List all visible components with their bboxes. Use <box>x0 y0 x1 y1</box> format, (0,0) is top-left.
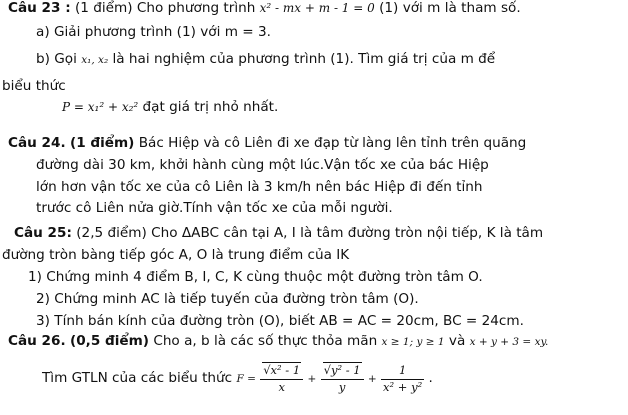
q25-text1: (2,5 điểm) Cho ΔABC cân tại A, I là tâm đường tròn nội tiếp, K là tâm <box>76 225 544 241</box>
fraction-2-numerator <box>321 362 364 380</box>
fraction-2 <box>321 362 364 395</box>
fraction-2-sqrt: √y² - 1 <box>323 362 361 377</box>
q23-equation: x² - mx + m - 1 = 0 <box>259 1 375 15</box>
q26-f-lhs: F = <box>236 373 256 385</box>
q24-text3: lớn hơn vận tốc xe của cô Liên là 3 km/h nên bác Hiệp đi đến tỉnh <box>36 179 483 195</box>
fraction-1 <box>260 362 303 395</box>
q24-line1 <box>8 134 526 152</box>
fraction-3-denominator: x² + y² <box>383 379 423 394</box>
q24-text1: Bác Hiệp và cô Liên đi xe đạp từ làng lên tỉnh trên quãng <box>138 135 527 151</box>
q26-title: Câu 26. <box>8 333 66 349</box>
q26-points: (0,5 điểm) <box>69 333 149 349</box>
q23-part-b-vars: x₁, x₂ <box>81 54 109 66</box>
q26-line2 <box>42 358 433 399</box>
q24-text4: trước cô Liên nửa giờ.Tính vận tốc xe của mỗi người. <box>36 200 393 216</box>
q23-part-b-post: là hai nghiệm của phương trình (1). Tìm giá trị của m để <box>112 51 496 67</box>
q23-points: (1 điểm) <box>74 0 133 16</box>
plus-sign-1: + <box>307 373 317 385</box>
q25-line1 <box>14 224 543 242</box>
fraction-2-denominator: y <box>338 379 346 394</box>
fraction-1-sqrt: √x² - 1 <box>263 362 301 377</box>
fraction-3 <box>381 362 424 395</box>
q23-p-tail: đạt giá trị nhỏ nhất. <box>142 99 279 115</box>
q25-item2: 2) Chứng minh AC là tiếp tuyến của đường tròn tâm (O). <box>36 291 419 307</box>
q23-part-b <box>36 50 495 69</box>
q25-title: Câu 25: <box>14 225 72 241</box>
q23-label1: (1) <box>379 0 399 16</box>
q25-item1: 1) Chứng minh 4 điểm B, I, C, K cùng thuộc một đường tròn tâm O. <box>28 269 483 285</box>
q23-line1 <box>8 0 521 17</box>
q23-intro: Cho phương trình <box>136 0 256 16</box>
q26-cond2: x + y + 3 = xy. <box>469 336 549 348</box>
q25-text2: đường tròn bàng tiếp góc A, O là trung điểm của IK <box>2 247 350 263</box>
q23-part-a: a) Giải phương trình (1) với m = 3. <box>36 24 271 40</box>
q23-title: Câu 23 : <box>8 0 71 16</box>
q23-p-formula: P = x₁² + x₂² <box>62 100 139 114</box>
fraction-1-denominator: x <box>278 379 285 394</box>
q26-end: . <box>428 370 433 386</box>
q26-intro: Cho a, b là các số thực thỏa mãn <box>153 333 378 349</box>
q26-and: và <box>448 333 466 349</box>
q26-ask: Tìm GTLN của các biểu thức <box>42 370 233 386</box>
q23-param: với m là tham số. <box>402 0 521 16</box>
q25-item3: 3) Tính bán kính của đường tròn (O), biết AB = AC = 20cm, BC = 24cm. <box>36 313 524 329</box>
q26-cond: x ≥ 1; y ≥ 1 <box>381 336 445 348</box>
fraction-3-numerator: 1 <box>381 362 424 380</box>
plus-sign-2: + <box>367 373 377 385</box>
fraction-1-numerator <box>260 362 303 380</box>
q23-p-line <box>62 98 278 116</box>
q23-part-b-pre: b) Gọi <box>36 51 77 67</box>
q26-line1 <box>8 332 548 351</box>
q24-text2: đường dài 30 km, khởi hành cùng một lúc.Vận tốc xe của bác Hiệp <box>36 157 489 173</box>
q23-expr-label: biểu thức <box>2 78 66 94</box>
q24-title: Câu 24. <box>8 135 66 151</box>
q24-points: (1 điểm) <box>69 135 135 151</box>
